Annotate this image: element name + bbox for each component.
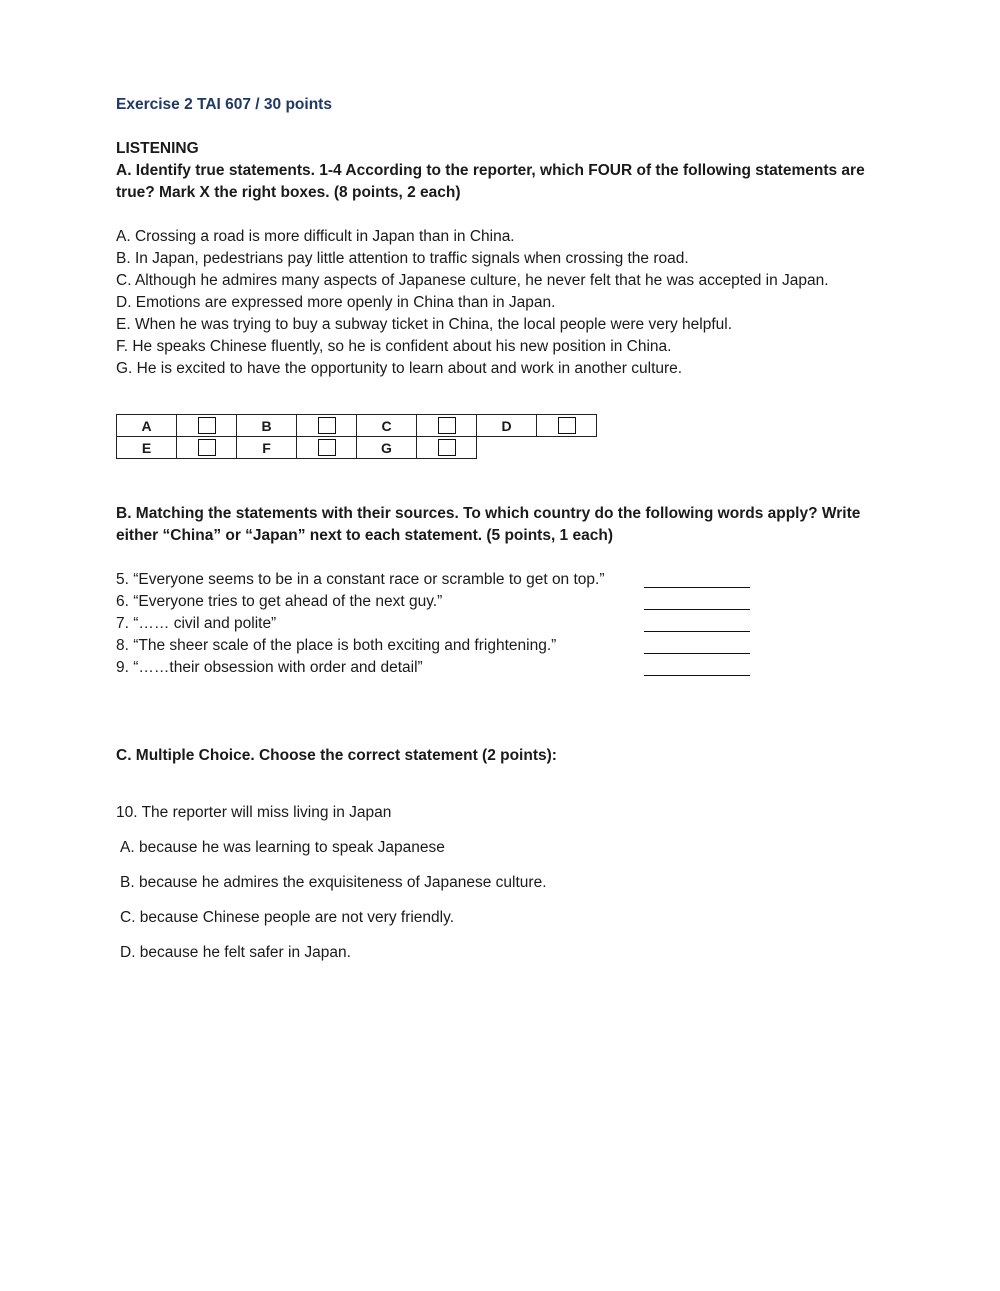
statement-e: E. When he was trying to buy a subway ticket in China, the local people were very helpful.	[116, 316, 733, 333]
option-d[interactable]: D. because he felt safer in Japan.	[120, 944, 351, 961]
answer-blank-5[interactable]	[644, 569, 750, 588]
section-a-statements	[116, 226, 896, 380]
match-text-8: 8. “The sheer scale of the place is both exciting and frightening.”	[116, 637, 557, 654]
answer-blank-8[interactable]	[644, 635, 750, 654]
statement-d: D. Emotions are expressed more openly in China than in Japan.	[116, 294, 556, 311]
match-text-7: 7. “…… civil and polite”	[116, 615, 277, 632]
option-c[interactable]: C. because Chinese people are not very friendly.	[120, 909, 455, 926]
checkbox-f[interactable]	[318, 439, 336, 456]
checkbox-g[interactable]	[438, 439, 456, 456]
box-label-g: G	[357, 437, 417, 459]
match-item-6	[116, 591, 896, 613]
match-item-9	[116, 657, 896, 679]
checkbox-e[interactable]	[198, 439, 216, 456]
match-item-8	[116, 635, 896, 657]
section-c-instruction: C. Multiple Choice. Choose the correct statement (2 points):	[116, 747, 557, 764]
option-a[interactable]: A. because he was learning to speak Japanese	[120, 839, 445, 856]
checkbox-c[interactable]	[438, 417, 456, 434]
box-label-a: A	[117, 415, 177, 437]
option-b[interactable]: B. because he admires the exquisiteness of Japanese culture.	[120, 874, 547, 891]
listening-heading: LISTENING	[116, 140, 199, 157]
section-b-instruction: B. Matching the statements with their sources. To which country do the following words apply? Write either “China” or “Japan” next to each statement. (5 points, 1 each)	[116, 505, 861, 544]
match-text-9: 9. “……their obsession with order and detail”	[116, 659, 423, 676]
box-label-e: E	[117, 437, 177, 459]
question-10: 10. The reporter will miss living in Japan	[116, 804, 392, 821]
statement-c: C. Although he admires many aspects of Japanese culture, he never felt that he was accepted in Japan.	[116, 272, 829, 289]
checkbox-a[interactable]	[198, 417, 216, 434]
match-text-6: 6. “Everyone tries to get ahead of the next guy.”	[116, 593, 443, 610]
answer-blank-9[interactable]	[644, 657, 750, 676]
checkbox-d[interactable]	[558, 417, 576, 434]
box-label-d: D	[477, 415, 537, 437]
statement-b: B. In Japan, pedestrians pay little attention to traffic signals when crossing the road.	[116, 250, 689, 267]
match-item-5	[116, 569, 896, 591]
answer-blank-6[interactable]	[644, 591, 750, 610]
match-item-7	[116, 613, 896, 635]
answer-blank-7[interactable]	[644, 613, 750, 632]
section-b-items	[116, 569, 896, 679]
answer-box-table	[116, 414, 597, 459]
statement-g: G. He is excited to have the opportunity to learn about and work in another culture.	[116, 360, 683, 377]
exercise-title: Exercise 2 TAI 607 / 30 points	[116, 96, 332, 113]
section-a-instruction: A. Identify true statements. 1-4 According to the reporter, which FOUR of the following statements are true? Mark X the right boxes. (8 points, 2 each)	[116, 162, 865, 201]
box-label-f: F	[237, 437, 297, 459]
worksheet-page	[116, 94, 896, 964]
box-label-b: B	[237, 415, 297, 437]
checkbox-b[interactable]	[318, 417, 336, 434]
statement-f: F. He speaks Chinese fluently, so he is confident about his new position in China.	[116, 338, 672, 355]
match-text-5: 5. “Everyone seems to be in a constant race or scramble to get on top.”	[116, 571, 605, 588]
statement-a: A. Crossing a road is more difficult in Japan than in China.	[116, 228, 515, 245]
box-label-c: C	[357, 415, 417, 437]
